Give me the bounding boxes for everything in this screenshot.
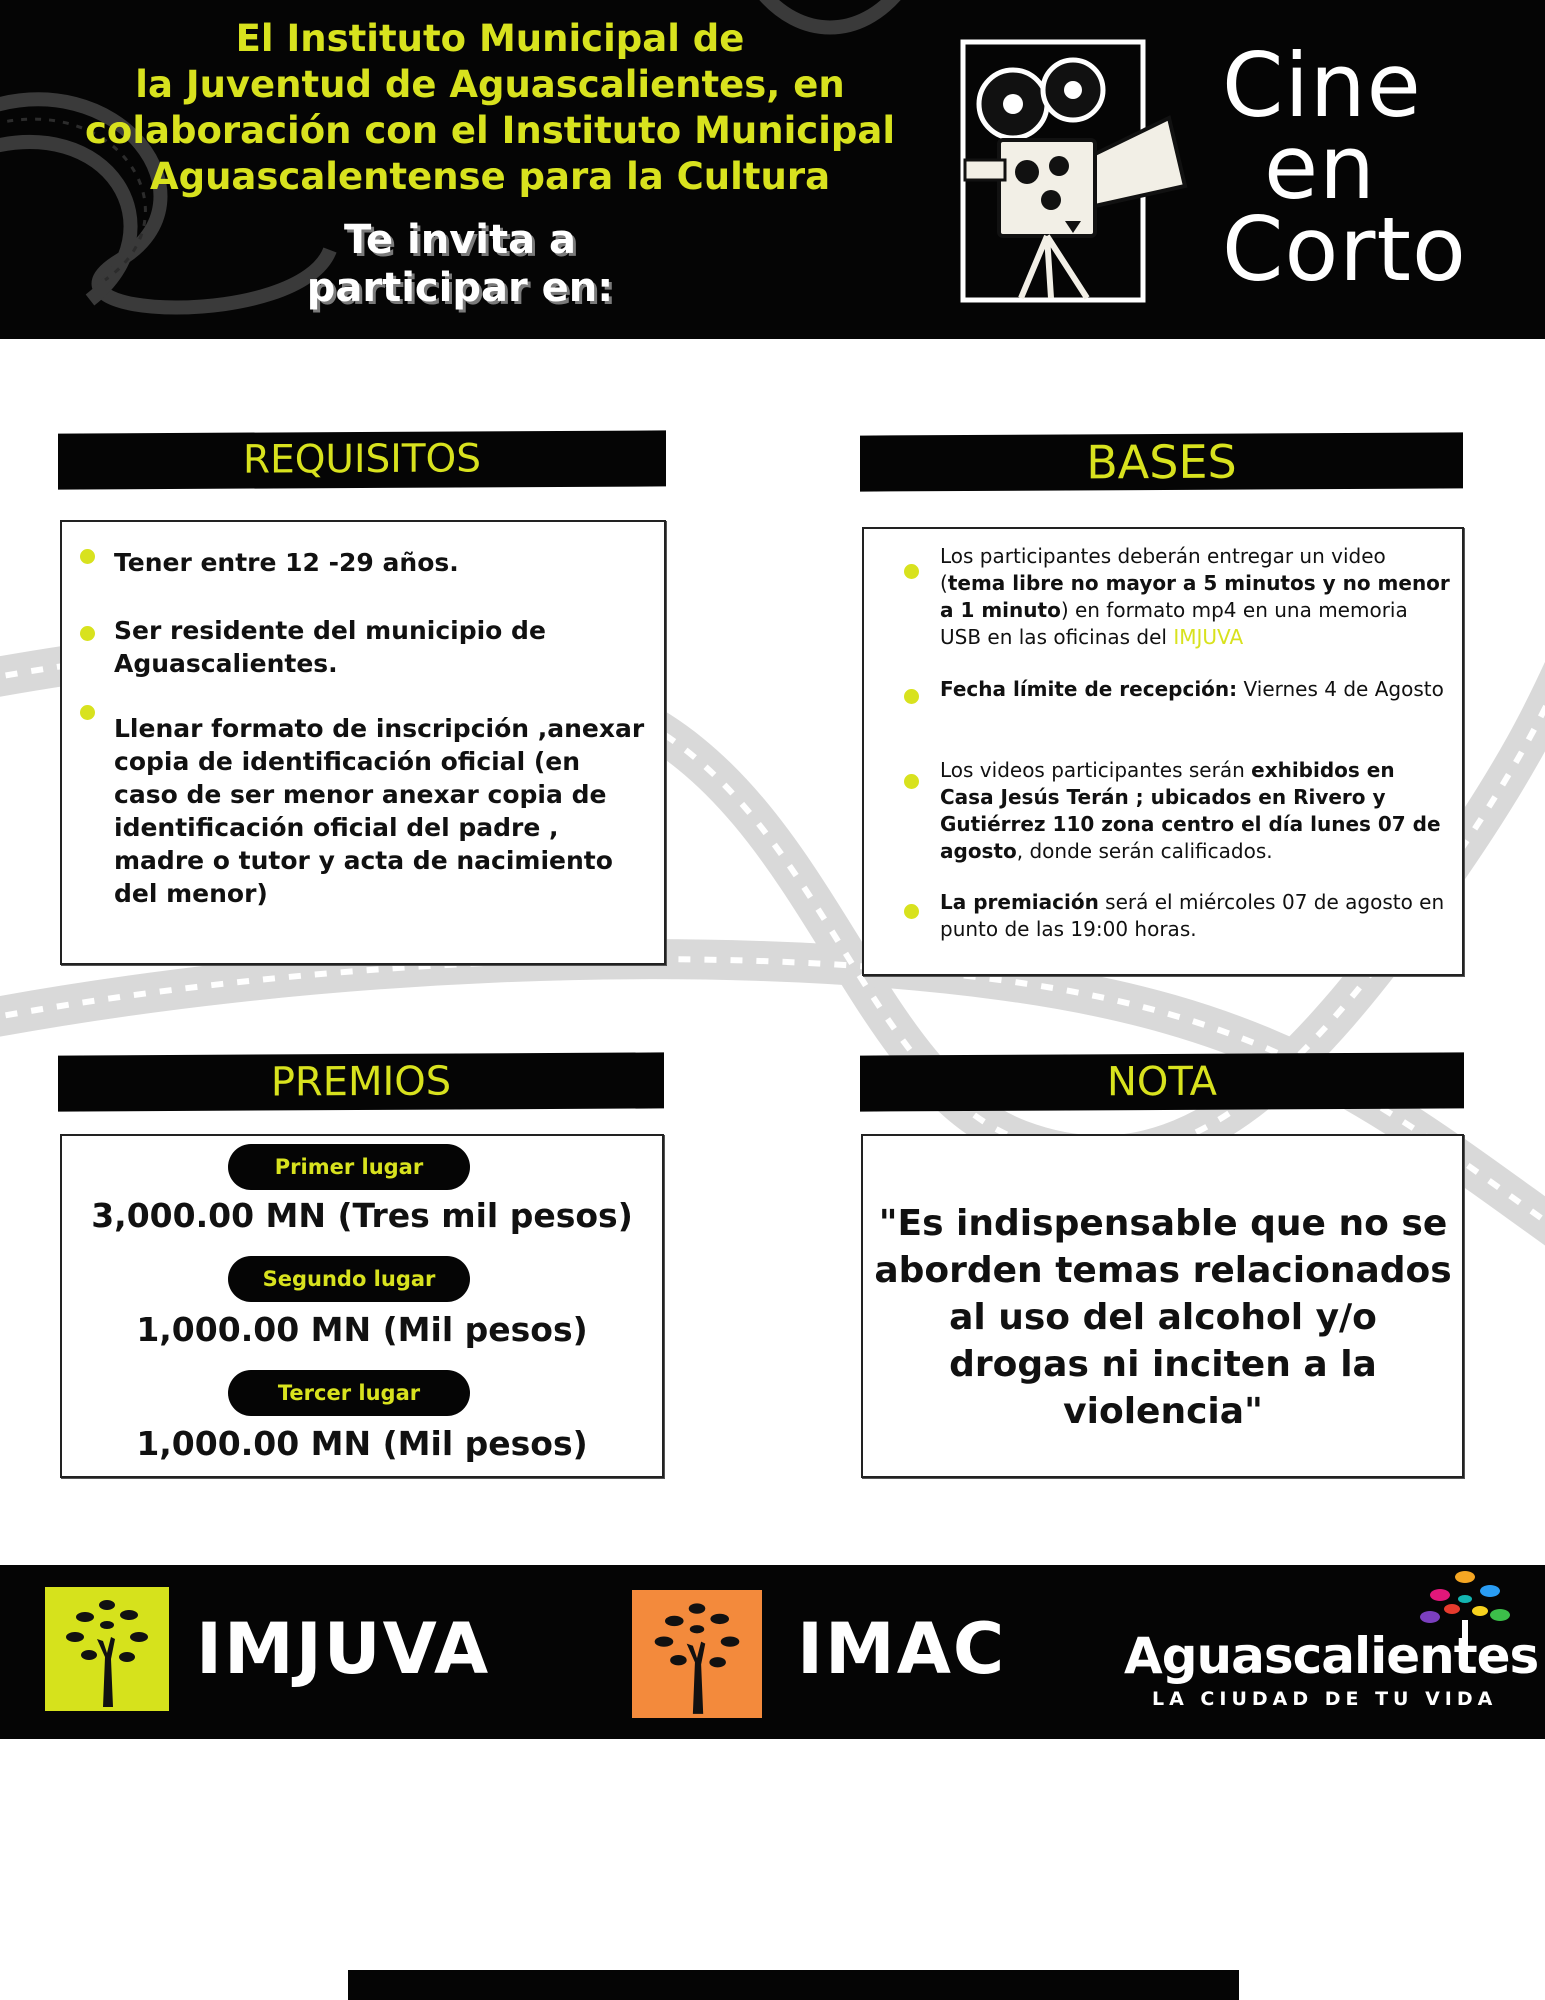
invite-line: Te invita a — [343, 217, 577, 263]
header-line: Aguascalentense para la Cultura — [149, 155, 831, 198]
prize-third: 1,000.00 MN (Mil pesos) — [136, 1424, 588, 1463]
imjuva-logo — [45, 1587, 169, 1711]
prize-second: 1,000.00 MN (Mil pesos) — [136, 1310, 588, 1349]
bullet-icon — [80, 626, 95, 641]
brand-line: Cine — [1222, 34, 1422, 137]
header-banner — [0, 0, 1545, 339]
requisitos-title-text: REQUISITOS — [242, 436, 482, 483]
bases-item-video — [940, 543, 1450, 651]
cine-en-corto-logo — [1222, 34, 1522, 301]
footer-logos — [0, 1565, 1545, 1739]
bottom-bar — [348, 1970, 1239, 2000]
premios-title — [58, 1052, 664, 1111]
imjuva-name: IMJUVA — [196, 1608, 491, 1690]
requisito-item: Llenar formato de inscripción ,anexar copia de identificación oficial (en caso de ser menor anexar copia de identificación oficial del padre , madre o tutor y acta de nacimiento del menor) — [114, 714, 645, 908]
bases-text: Los videos participantes serán — [940, 758, 1252, 782]
place-badge-second: Segundo lugar — [228, 1256, 470, 1302]
header-line: la Juventud de Aguascalientes, en — [135, 63, 845, 106]
requisito-item: Tener entre 12 -29 años. — [114, 548, 459, 577]
aguascalientes-wordmark: Aguascalientes — [1124, 1627, 1539, 1685]
premios-box — [60, 1134, 664, 1478]
requisito-item: Ser residente del municipio de Aguascalientes. — [114, 616, 546, 678]
bases-box — [862, 527, 1464, 976]
imac-name: IMAC — [797, 1608, 1007, 1690]
bases-text: Los participantes deberán entregar un video ( — [940, 544, 1386, 595]
bases-bold-text: Fecha límite de recepción: — [940, 677, 1238, 701]
nota-text: "Es indispensable que no se aborden temas relacionados al uso del alcohol y/o drogas ni inciten a la violencia" — [874, 1203, 1452, 1432]
invite-heading — [290, 216, 630, 312]
bases-text: ) en formato mp4 en una memoria USB en las oficinas del — [940, 598, 1408, 649]
premios-title-text: PREMIOS — [270, 1058, 452, 1106]
bases-text: Viernes 4 de Agosto — [1237, 677, 1444, 701]
movie-camera-icon — [955, 36, 1195, 306]
bases-item-deadline — [940, 676, 1450, 703]
bases-item-awards — [940, 889, 1450, 943]
brand-line: Corto — [1222, 198, 1467, 301]
organizer-heading — [40, 16, 940, 200]
invite-line: participar en: — [306, 265, 614, 311]
bullet-icon — [904, 774, 919, 789]
imjuva-highlight: IMJUVA — [1173, 625, 1244, 649]
requisitos-title — [58, 430, 666, 489]
requisitos-box — [60, 520, 666, 965]
imac-logo — [632, 1590, 762, 1718]
bullet-icon — [904, 564, 919, 579]
bullet-icon — [904, 689, 919, 704]
bases-bold-text: exhibidos en Casa Jesús Terán ; ubicados en Rivero y Gutiérrez 110 zona centro el día lunes 07 de agosto — [940, 758, 1441, 863]
tree-icon — [45, 1587, 169, 1711]
bases-title — [860, 432, 1463, 491]
place-badge-first: Primer lugar — [228, 1144, 470, 1190]
nota-title-text: NOTA — [1106, 1058, 1218, 1106]
prize-first: 3,000.00 MN (Tres mil pesos) — [91, 1196, 633, 1235]
header-line: colaboración con el Instituto Municipal — [84, 109, 896, 152]
aguascalientes-tagline: LA CIUDAD DE TU VIDA — [1152, 1688, 1498, 1710]
tree-icon — [632, 1590, 762, 1718]
place-badge-third: Tercer lugar — [228, 1370, 470, 1416]
bullet-icon — [80, 549, 95, 564]
bases-item-exhibition — [940, 757, 1450, 865]
header-line: El Instituto Municipal de — [235, 17, 745, 60]
brand-line: en — [1264, 116, 1376, 219]
bases-title-text: BASES — [1086, 434, 1237, 490]
bases-text: , donde serán calificados. — [1016, 839, 1273, 863]
nota-title — [860, 1052, 1464, 1111]
bullet-icon — [80, 705, 95, 720]
bullet-icon — [904, 904, 919, 919]
bases-bold-text: tema libre no mayor a 5 minutos y no menor a 1 minuto — [940, 571, 1450, 622]
bases-bold-text: La premiación — [940, 890, 1099, 914]
nota-box — [861, 1134, 1464, 1478]
bases-text: será el miércoles 07 de agosto en punto de las 19:00 horas. — [940, 890, 1445, 941]
